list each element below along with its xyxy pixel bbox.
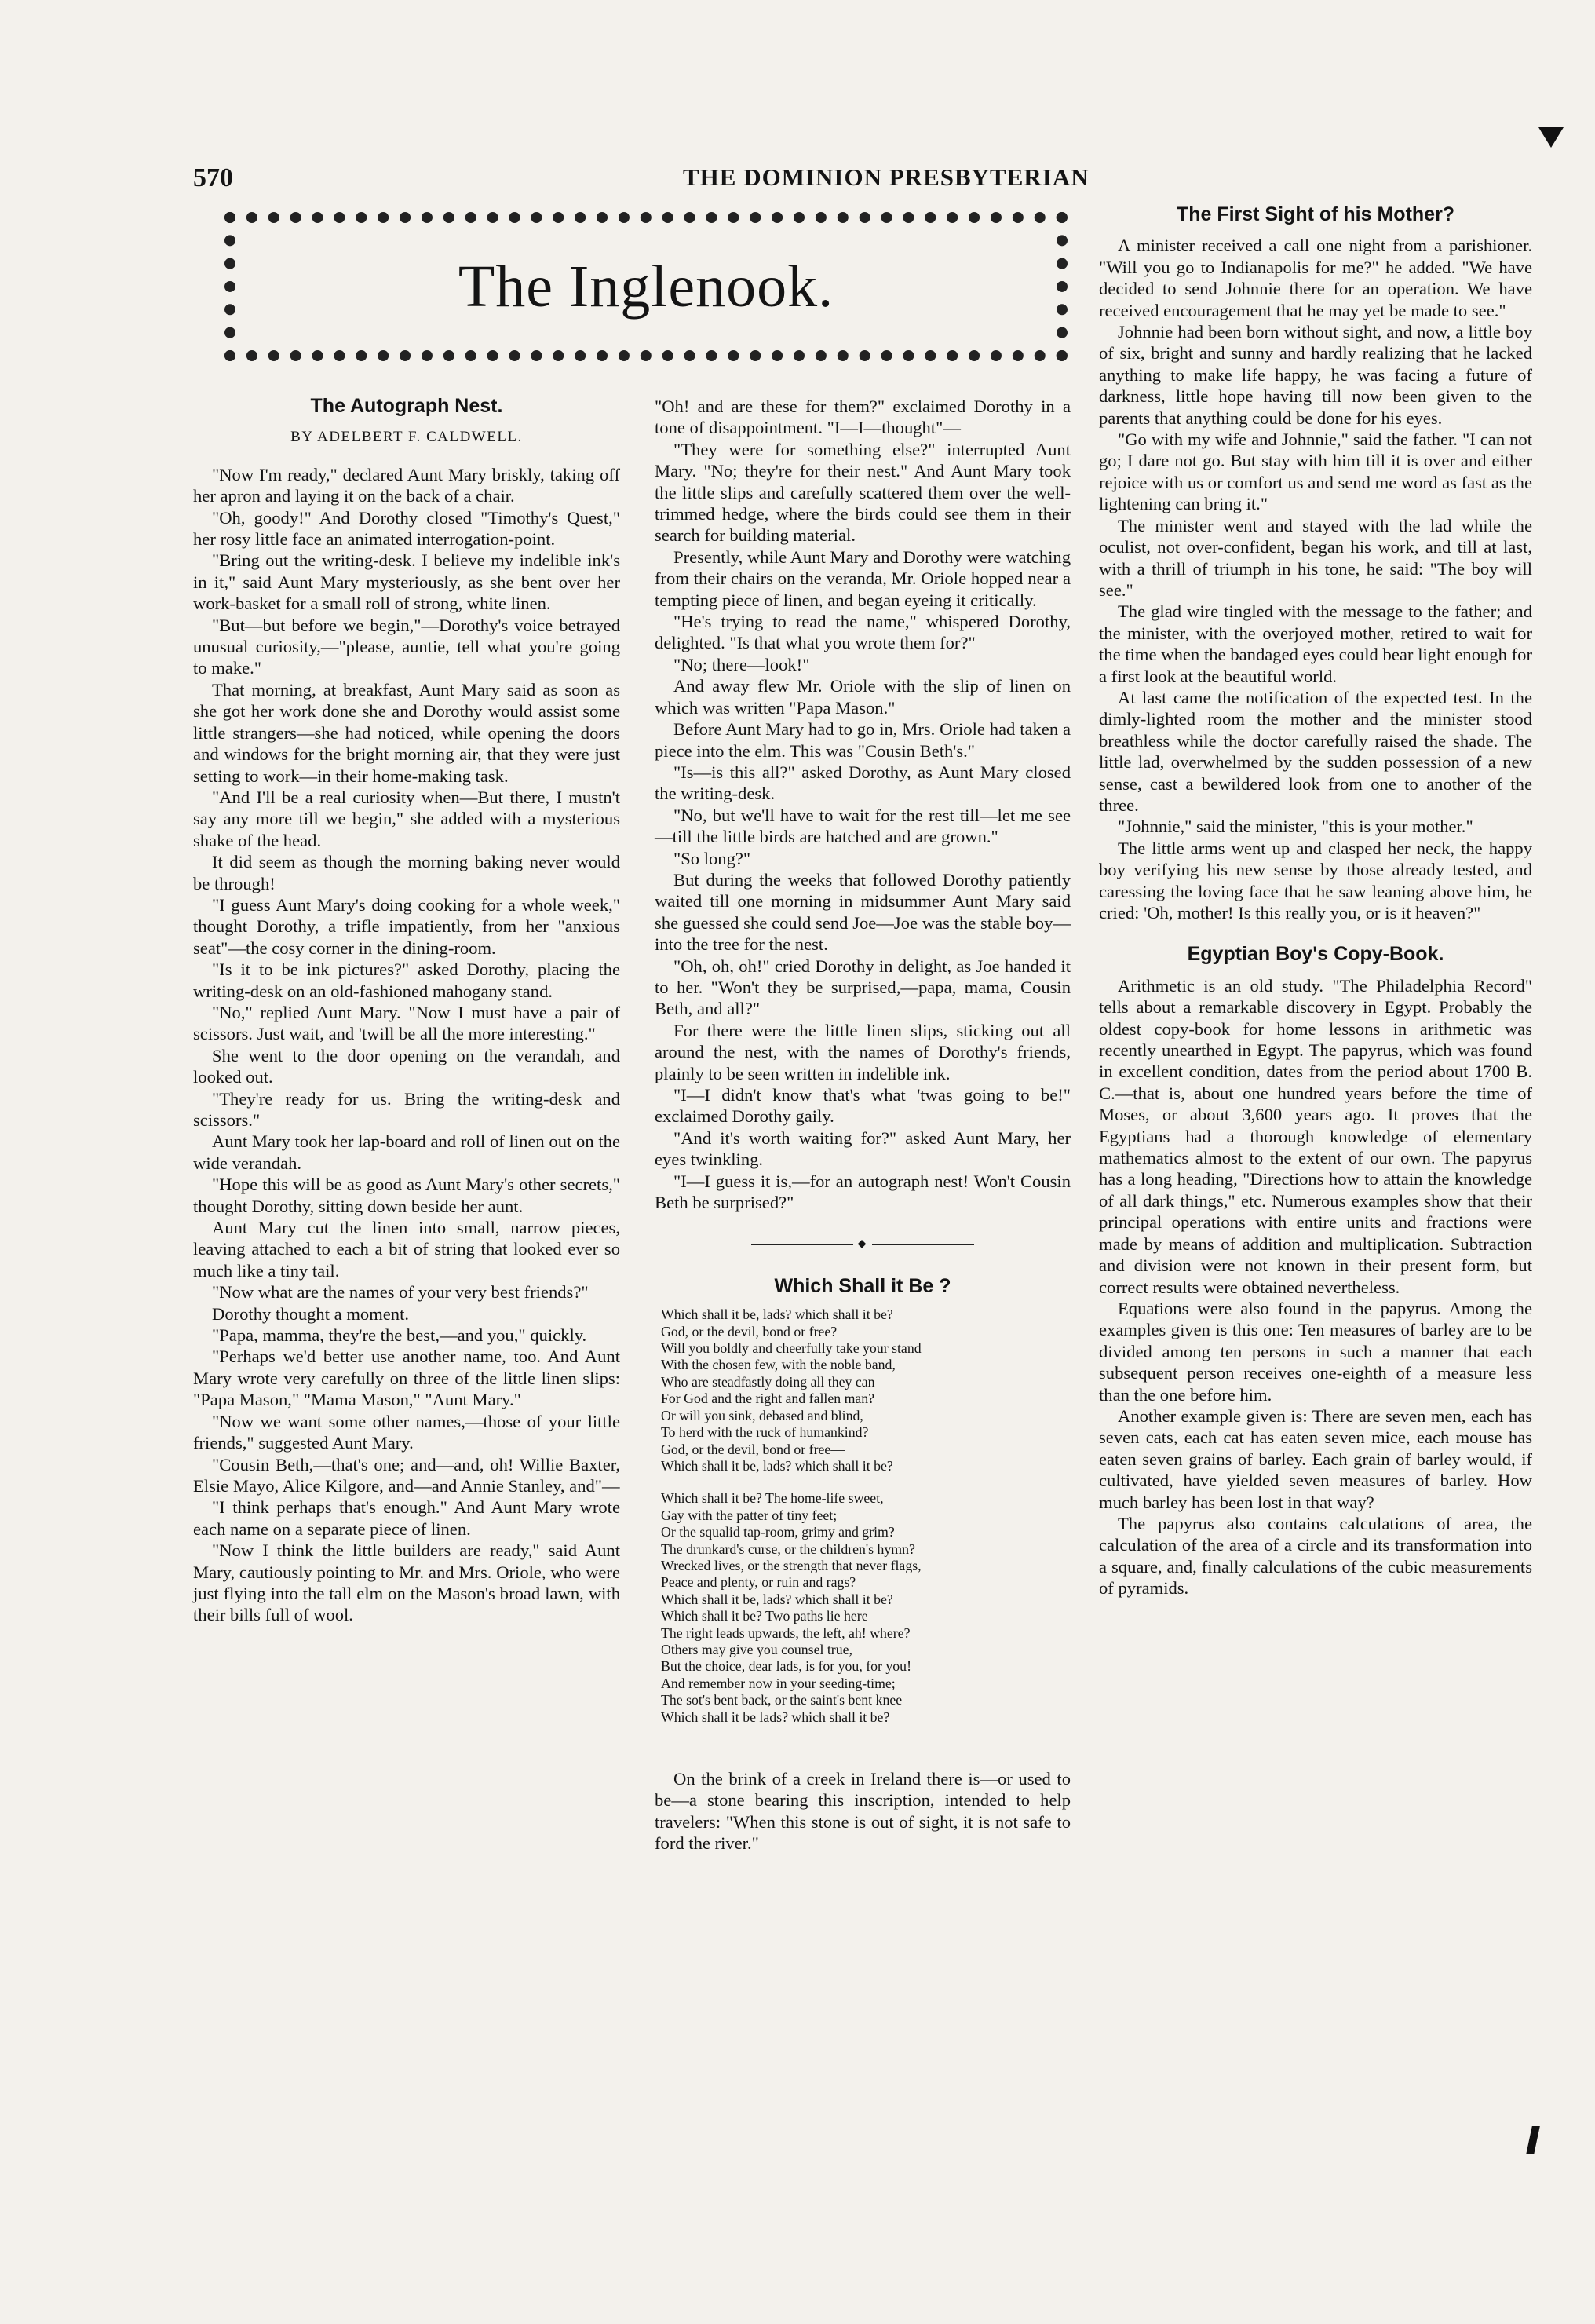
paragraph: Equations were also found in the papyrus. Among the examples given is this one: Ten measures of barley are to be divided among ten persons in such a manner that each subsequent person receives one-eighth of a measure less than the one before him. — [1099, 1298, 1532, 1405]
paragraph: "Now we want some other names,—those of your little friends," suggested Aunt Mary. — [193, 1411, 620, 1453]
poem-line: The sot's bent back, or the saint's bent knee— — [661, 1692, 916, 1708]
poem-line: With the chosen few, with the noble band, — [661, 1357, 896, 1373]
poem-line: Gay with the patter of tiny feet; — [661, 1507, 838, 1523]
paragraph: "Go with my wife and Johnnie," said the father. "I can not go; I dare not go. But stay with him till it is over and either rejoice with us or comfort us and send me word as fast as the lightening can bring it." — [1099, 429, 1532, 514]
poem-line: The right leads upwards, the left, ah! where? — [661, 1624, 911, 1641]
paragraph: "Oh, goody!" And Dorothy closed "Timothy's Quest," her rosy little face an animated interrogation-point. — [193, 507, 620, 550]
paragraph: "They were for something else?" interrupted Aunt Mary. "No; they're for their nest." And Aunt Mary took the little slips and carefully scattered them over the well-trimmed hedge, where the birds could see them in their search for building material. — [655, 439, 1071, 546]
paragraph: "Oh, oh, oh!" cried Dorothy in delight, as Joe handed it to her. "Won't they be surprised,—papa, mama, Cousin Beth, and all?" — [655, 956, 1071, 1019]
paragraph: "Now what are the names of your very best friends?" — [212, 1282, 589, 1303]
byline: BY ADELBERT F. CALDWELL. — [290, 429, 523, 446]
column-2 — [655, 396, 1071, 1854]
paragraph: "Is it to be ink pictures?" asked Dorothy, placing the writing-desk on an old-fashioned mahogany stand. — [193, 959, 620, 1001]
poem-line: And remember now in your seeding-time; — [661, 1675, 896, 1691]
paragraph: The papyrus also contains calculations of area, the calculation of the area of a circle and its transformation into a square, and, finally calculations of the cubic measurements of pyramids. — [1099, 1513, 1532, 1599]
paragraph: Johnnie had been born without sight, and now, a little boy of six, bright and sunny and hardly realizing that he lacked anything to make life happy, he was facing a future of darkness, little hope having till now been given to the parents that anything could be done for his eyes. — [1099, 322, 1532, 428]
ornament-divider: ◆ — [655, 1233, 1071, 1255]
poem-line: For God and the right and fallen man? — [661, 1390, 875, 1407]
poem-line: Who are steadfastly doing all they can — [661, 1373, 875, 1390]
paragraph: And away flew Mr. Oriole with the slip of linen on which was written "Papa Mason." — [655, 676, 1071, 718]
paragraph: The minister went and stayed with the lad while the oculist, not over-confident, began his work, and till at last, with a thrill of triumph in his tone, he said: "The boy will see." — [1099, 515, 1532, 600]
article-title-mother: The First Sight of his Mother? — [1176, 203, 1455, 225]
section-title: The Inglenook. — [458, 253, 834, 320]
paragraph: But during the weeks that followed Dorothy patiently waited till one morning in midsummer Aunt Mary said she guessed she could send Joe—Joe was the stable boy—into the tree for the nest. — [655, 869, 1071, 955]
poem-line: Which shall it be? Two paths lie here— — [661, 1608, 882, 1624]
paragraph: Before Aunt Mary had to go in, Mrs. Oriole had taken a piece into the elm. This was "Cousin Beth's." — [655, 719, 1071, 761]
creek-paragraph: On the brink of a creek in Ireland there is—or used to be—a stone bearing this inscription, intended to help travelers: "When this stone is out of sight, it is not safe to ford the river." — [655, 1769, 1071, 1854]
paragraph: "Perhaps we'd better use another name, too. And Aunt Mary wrote very carefully on three of the little linen slips: "Papa Mason," "Mama Mason," "Aunt Mary." — [193, 1347, 620, 1410]
margin-mark — [1526, 2126, 1540, 2154]
paragraph: "Hope this will be as good as Aunt Mary's other secrets," thought Dorothy, sitting down beside her aunt. — [193, 1175, 620, 1216]
poem-line: The drunkard's curse, or the children's hymn? — [661, 1540, 915, 1557]
paragraph: "Is—is this all?" asked Dorothy, as Aunt Mary closed the writing-desk. — [655, 762, 1071, 804]
page-number: 570 — [193, 163, 233, 192]
poem-line: Or the squalid tap-room, grimy and grim? — [661, 1524, 895, 1540]
poem-line: Which shall it be, lads? which shall it be? — [661, 1591, 893, 1607]
paragraph: "They're ready for us. Bring the writing-desk and scissors." — [193, 1088, 620, 1130]
paragraph: At last came the notification of the expected test. In the dimly-lighted room the mother and the minister stood breathless while the doctor carefully raised the shade. The little lad, overwhelmed by the sudden possession of a new sense, cast a bewildered look from one to another of the three. — [1099, 687, 1532, 815]
poem-line: God, or the devil, bond or free? — [661, 1323, 838, 1339]
paragraph: Another example given is: There are seven men, each has seven cats, each cat has eaten seven mice, each mouse has eaten seven grains of barley. Each grain of barley would, if cultivated, have yielded seven measures of barley. How much barley has been lost in that way? — [1099, 1405, 1532, 1512]
paragraph: "He's trying to read the name," whispered Dorothy, delighted. "Is that what you wrote them for?" — [655, 612, 1071, 653]
paragraph: "So long?" — [673, 848, 751, 868]
poem-line: Or will you sink, debased and blind, — [661, 1407, 863, 1423]
section-header-box — [224, 212, 1068, 361]
corner-mark — [1538, 127, 1564, 148]
paragraph: Arithmetic is an old study. "The Philadelphia Record" tells about a remarkable discovery in Egypt. Probably the oldest copy-book for home lessons in arithmetic was recently unearthed in Egypt. The papyrus, which was found in excellent condition, dates from the period about 1700 B. C.—that is, about one hundred years before the time of Moses, or about 3,600 years ago. It proves that the Egyptians had a thorough knowledge of elementary mathematics almost to the extent of our own. The papyrus has a long heading, "Directions how to attain the knowledge of all dark things," etc. Numerous examples show that their principal operations with entire units and fractions were made by means of addition and multiplication. Subtraction and division were not known in their present form, but correct results were obtained nevertheless. — [1099, 975, 1532, 1297]
paragraph: She went to the door opening on the verandah, and looked out. — [193, 1045, 620, 1087]
article-title-egypt: Egyptian Boy's Copy-Book. — [1187, 943, 1444, 966]
paragraph: The glad wire tingled with the message to the father; and the minister, with the overjoyed mother, retired to wait for the time when the bandaged eyes could bear light enough for a first look at the beautiful world. — [1099, 601, 1532, 686]
paragraph: For there were the little linen slips, sticking out all around the nest, with the names of Dorothy's friends, plainly to be seen written in indelible ink. — [655, 1020, 1071, 1083]
paragraph: Presently, while Aunt Mary and Dorothy were watching from their chairs on the veranda, Mr. Oriole hopped near a tempting piece of linen, and began eyeing it critically. — [655, 546, 1071, 610]
column-1 — [193, 396, 620, 1626]
paragraph: The little arms went up and clasped her neck, the happy boy verifying his new sense by those already tested, and caressing the loving face that he saw leaning above him, he cried: 'Oh, mother! Is this really you, or is it heaven?" — [1099, 838, 1532, 923]
paragraph: "Papa, mamma, they're the best,—and you," quickly. — [212, 1325, 587, 1346]
poem-line: Others may give you counsel true, — [661, 1641, 852, 1657]
poem-line: To herd with the ruck of humankind? — [661, 1424, 869, 1441]
paragraph: Aunt Mary took her lap-board and roll of linen out on the wide verandah. — [193, 1131, 620, 1173]
paragraph: "And I'll be a real curiosity when—But there, I mustn't say any more till we begin," she added with a mysterious shake of the head. — [193, 787, 620, 850]
poem-line: Which shall it be? The home-life sweet, — [661, 1490, 884, 1507]
poem-line: But the choice, dear lads, is for you, for you! — [661, 1658, 911, 1675]
paragraph: "Bring out the writing-desk. I believe my indelible ink's in it," said Aunt Mary mysteriously, as she bent over her work-basket for a small roll of strong, white linen. — [193, 550, 620, 614]
paragraph: "No, but we'll have to wait for the rest till—let me see—till the little birds are hatched and are grown." — [655, 805, 1071, 847]
paragraph: "But—but before we begin,"—Dorothy's voice betrayed unusual curiosity,—"please, auntie, tell what you're going to make." — [193, 615, 620, 678]
paragraph: "Oh! and are these for them?" exclaimed Dorothy in a tone of disappointment. "I—I—thought"— — [655, 396, 1071, 438]
paragraph: It did seem as though the morning baking never would be through! — [193, 852, 620, 893]
paragraph: "Now I think the little builders are ready," said Aunt Mary, cautiously pointing to Mr. and Mrs. Oriole, who were just flying into the tall elm on the Mason's broad lawn, with their bills full of wool. — [193, 1540, 620, 1625]
paragraph: Dorothy thought a moment. — [212, 1303, 410, 1324]
paragraph: "Cousin Beth,—that's one; and—and, oh! Willie Baxter, Elsie Mayo, Alice Kilgore, and—and Annie Stanley, and"— — [193, 1454, 620, 1496]
paragraph: "I—I guess it is,—for an autograph nest! Won't Cousin Beth be surprised?" — [655, 1171, 1071, 1213]
poem-line: Peace and plenty, or ruin and rags? — [661, 1574, 856, 1591]
poem-line: Wrecked lives, or the strength that never flags, — [661, 1557, 922, 1573]
poem — [661, 1306, 1071, 1726]
paragraph: "I—I didn't know that's what 'twas going to be!" exclaimed Dorothy gaily. — [655, 1085, 1071, 1127]
paragraph: "Johnnie," said the minister, "this is your mother." — [1118, 817, 1473, 837]
paragraph: "I guess Aunt Mary's doing cooking for a whole week," thought Dorothy, a trifle impatiently, from her "anxious seat"—the cosy corner in the dining-room. — [193, 894, 620, 958]
paragraph: "Now I'm ready," declared Aunt Mary briskly, taking off her apron and laying it on the back of a chair. — [193, 464, 620, 506]
masthead: THE DOMINION PRESBYTERIAN — [683, 163, 1089, 191]
paragraph: "I think perhaps that's enough." And Aunt Mary wrote each name on a separate piece of linen. — [193, 1497, 620, 1539]
poem-line: Which shall it be, lads? which shall it be? — [661, 1457, 893, 1474]
paragraph: "No," replied Aunt Mary. "Now I must have a pair of scissors. Just wait, and 'twill be all the more interesting." — [193, 1002, 620, 1044]
paragraph: "No; there—look!" — [673, 654, 810, 674]
poem-title: Which Shall it Be ? — [774, 1274, 951, 1297]
poem-line: God, or the devil, bond or free— — [661, 1441, 845, 1457]
article-title-autograph: The Autograph Nest. — [310, 395, 503, 417]
column-3 — [1099, 204, 1532, 1599]
paragraph: That morning, at breakfast, Aunt Mary said as soon as she got her work done she and Dorothy would assist some little strangers—she had noticed, while opening the doors and windows for the bright morning air, that they were just setting to work—in their home-making task. — [193, 679, 620, 786]
poem-line: Will you boldly and cheerfully take your stand — [661, 1340, 922, 1357]
paragraph: A minister received a call one night from a parishioner. "Will you go to Indianapolis for me?" he added. "We have decided to send Johnnie there for an operation. We have received encouragement that he may yet be made to see." — [1099, 236, 1532, 320]
stanza — [661, 1306, 1071, 1474]
paragraph: Aunt Mary cut the linen into small, narrow pieces, leaving attached to each a bit of string that looked ever so much like a tiny tail. — [193, 1218, 620, 1281]
stanza — [661, 1490, 1071, 1726]
paragraph: "And it's worth waiting for?" asked Aunt Mary, her eyes twinkling. — [655, 1127, 1071, 1170]
poem-line: Which shall it be lads? which shall it be? — [661, 1708, 890, 1725]
poem-line: Which shall it be, lads? which shall it be? — [661, 1306, 893, 1323]
